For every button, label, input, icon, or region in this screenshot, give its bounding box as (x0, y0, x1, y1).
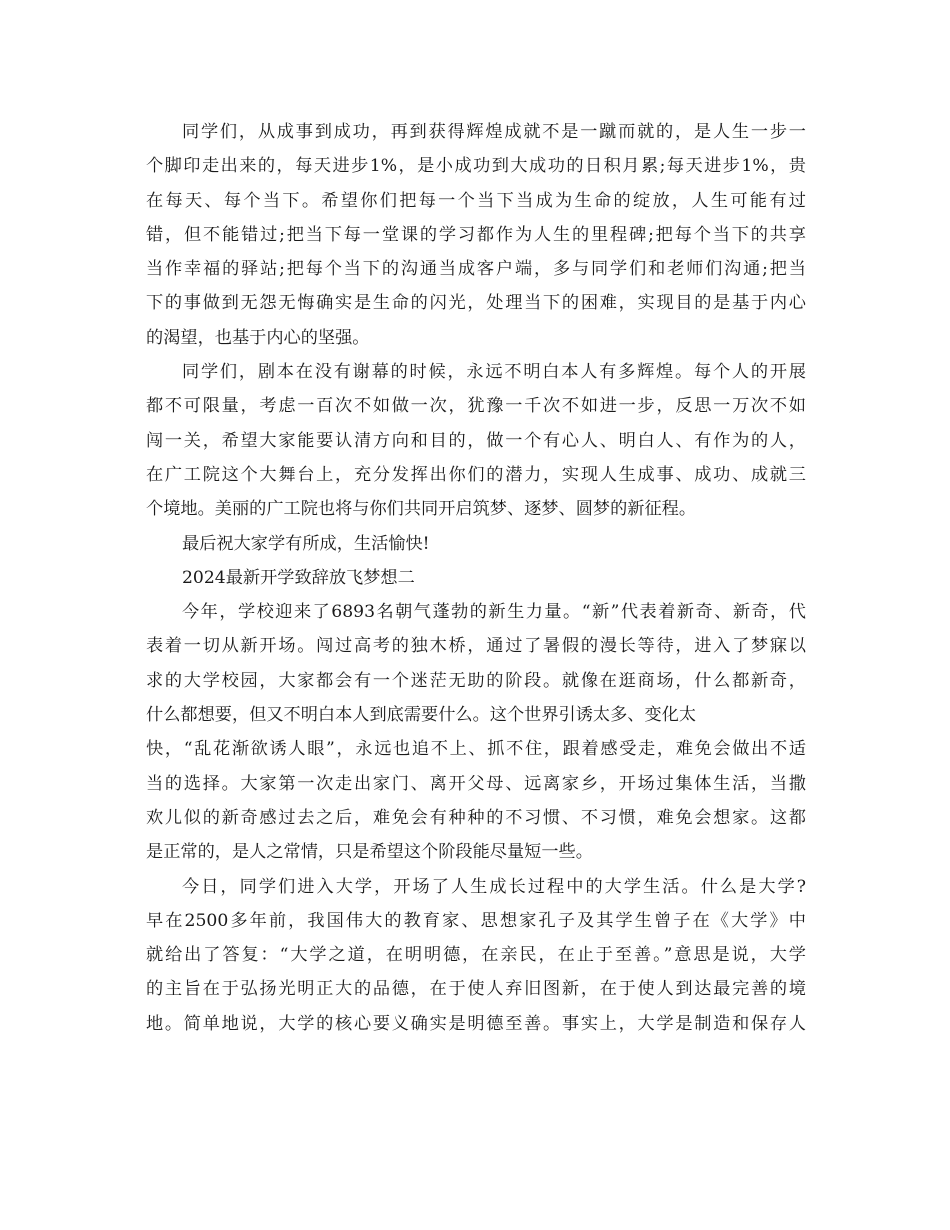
text-line: 的主旨在于弘扬光明正大的品德，在于使人弃旧图新，在于使人到达最完善的境 (146, 979, 806, 1000)
text-line: 当作幸福的驿站;把每个当下的沟通当成客户端，多与同学们和老师们沟通;把当 (146, 259, 806, 280)
text-line: 今年，学校迎来了6893名朝气蓬勃的新生力量。“新”代表着新奇、新奇，代 (182, 602, 806, 623)
text-line: 是正常的，是人之常情，只是希望这个阶段能尽量短一些。 (146, 842, 593, 863)
text-line: 快，“乱花渐欲诱人眼”，永远也追不上、抓不住，跟着感受走，难免会做出不适 (146, 739, 806, 760)
text-line: 闯一关，希望大家能要认清方向和目的，做一个有心人、明白人、有作为的人， (146, 430, 806, 451)
text-line: 同学们，从成事到成功，再到获得辉煌成就不是一蹴而就的，是人生一步一 (182, 122, 806, 142)
text-line: 2024最新开学致辞放飞梦想二 (182, 567, 415, 588)
text-line: 当的选择。大家第一次走出家门、离开父母、远离家乡，开场过集体生活，当撒 (146, 773, 806, 794)
document-body (146, 115, 806, 1041)
text-line: 求的大学校园，大家都会有一个迷茫无助的阶段。就像在逛商场，什么都新奇， (146, 670, 806, 691)
text-line: 在每天、每个当下。希望你们把每一个当下当成为生命的绽放，人生可能有过 (146, 190, 806, 211)
text-line: 的渴望，也基于内心的坚强。 (146, 327, 370, 348)
text-line: 地。简单地说，大学的核心要义确实是明德至善。事实上，大学是制造和保存人 (146, 1013, 806, 1034)
text-line: 早在2500多年前，我国伟大的教育家、思想家孔子及其学生曾子在《大学》中 (146, 910, 806, 931)
text-line: 今日，同学们进入大学，开场了人生成长过程中的大学生活。什么是大学? (182, 876, 806, 897)
text-line: 下的事做到无怨无悔确实是生命的闪光，处理当下的困难，实现目的是基于内心 (146, 293, 806, 314)
text-line: 同学们，剧本在没有谢幕的时候，永远不明白本人有多辉煌。每个人的开展 (182, 362, 806, 383)
text-line: 最后祝大家学有所成，生活愉快! (182, 533, 430, 554)
text-line: 个境地。美丽的广工院也将与你们共同开启筑梦、逐梦、圆梦的新征程。 (146, 499, 697, 520)
text-line: 在广工院这个大舞台上，充分发挥出你们的潜力，实现人生成事、成功、成就三 (146, 464, 806, 485)
text-line: 表着一切从新开场。闯过高考的独木桥，通过了暑假的漫长等待，进入了梦寐以 (146, 636, 806, 657)
text-line: 个脚印走出来的，每天进步1%，是小成功到大成功的日积月累;每天进步1%，贵 (146, 156, 806, 177)
text-line: 都不可限量，考虑一百次不如做一次，犹豫一千次不如进一步，反思一万次不如 (146, 396, 806, 417)
text-line: 就给出了答复：“大学之道，在明明德，在亲民，在止于至善。”意思是说，大学 (146, 945, 806, 966)
text-line: 欢儿似的新奇感过去之后，难免会有种种的不习惯、不习惯，难免会想家。这都 (146, 807, 806, 828)
text-line: 什么都想要，但又不明白本人到底需要什么。这个世界引诱太多、变化太 (146, 705, 697, 726)
text-line: 错，但不能错过;把当下每一堂课的学习都作为人生的里程碑;把每个当下的共享 (146, 224, 806, 245)
